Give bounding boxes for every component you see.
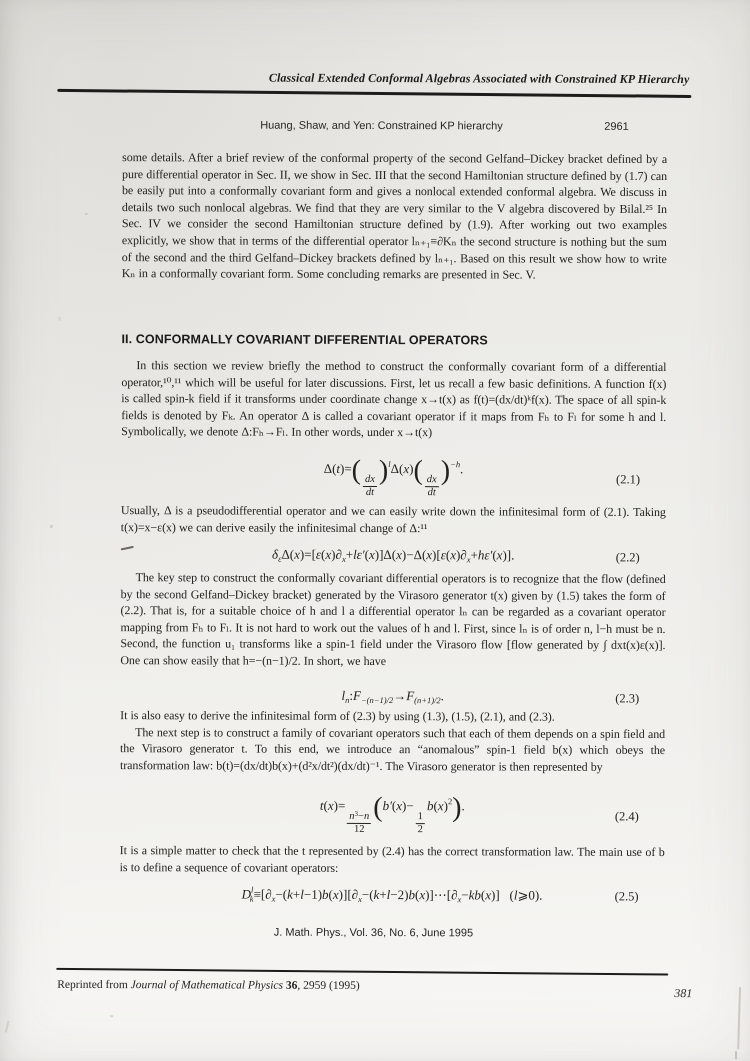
equation-body: Δ(t)=( $\frac{dx}{dt}$ )$^l$Δ(x)( $\frac{dx}{dt}$ )$^{-h}$. (323, 454, 464, 499)
paragraph-usually (121, 502, 666, 537)
header-rule (57, 89, 691, 98)
reprint-suffix: , 2959 (1995) (297, 979, 360, 992)
paragraph-text: some details. After a brief review of the conformal property of the second Gelfand–Dickey bracket defined by a pure differential operator in Sec. II, we show in Sec. III that the second Hamiltonian structure defined by (1.7) can be easily put into a conformally covariant form and gives a nonlocal extended conformal algebra. We discuss in details two such nonlocal algebras. We find that they are very similar to the V algebra discovered by Bilal.²⁵ In Sec. IV we consider the second Hamiltonian structure defined by (1.9). After working out two examples explicitly, we show that in terms of the differential operator lₙ₊₁≡∂Kₙ the second structure is nothing but the sum of the second and the third Gelfand–Dickey brackets defined by lₙ₊₁. Based on this result we show how to write Kₙ in a conformally covariant form. Some concluding remarks are presented in Sec. V. (121, 150, 668, 282)
footer-rule (56, 968, 668, 976)
reprint-prefix: Reprinted from (57, 978, 131, 992)
paragraph-text: The key step to construct the conformally covariant differential operators is to recognize that the flow (defined by the second Gelfand–Dickey bracket) generated by the Virasoro generator t(x) given by (1.5) takes the form of (2.2). That is, for a suitable choice of h and l a differential operator lₙ can be regarded as a covariant operator mapping from Fₕ to Fₗ. It is not hard to work out the values of h and l. First, since lₙ is of order n, l−h must be n. Second, the function u₁ transforms like a spin-1 field under the Virasoro flow [flow generated by ∫ dxt(x)ε(x)]. One can show easily that h=−(n−1)/2. In short, we have (120, 570, 666, 669)
paragraph-text: It is also easy to derive the infinitesimal form of (2.3) by using (1.3), (1.5), (2.1), and (2.3). (120, 708, 555, 724)
paragraph-text: It is a simple matter to check that the t represented by (2.4) has the correct transformation law. The main use of b is to define a sequence of covariant operators: (119, 843, 665, 875)
paragraph-text: In this section we review briefly the method to construct the conformally covariant form of a differential operator,¹⁰,¹¹ which will be useful for later discussions. First, let us recall a few basic definitions. A function f(x) is called spin-k field if it transforms under coordinate change x→t(x) as f(t)=(dx/dt)ᵏf(x). The space of all spin-k fields is denoted by Fₖ. An operator Δ is called a covariant operator if it maps from Fₕ to Fₗ for some h and l. Symbolically, we denote Δ:Fₕ→Fₗ. In other words, under x→t(x) (121, 358, 667, 440)
reprint-line (57, 979, 360, 992)
journal-page-number: 2961 (604, 120, 629, 133)
scan-artifact (737, 987, 741, 1049)
reprint-journal-title: Journal of Mathematical Physics (130, 979, 286, 992)
section-heading: II. CONFORMALLY COVARIANT DIFFERENTIAL OPERATORS (121, 332, 488, 348)
scan-artifact (110, 1015, 113, 1017)
equation-body: t(x)= $\frac{n^3-n}{12}$ (b′(x)− $\frac{1}{2}$ $b(x)^2$). (319, 791, 465, 836)
equation-number: (2.5) (614, 889, 639, 904)
byline: Huang, Shaw, and Yen: Constrained KP hierarchy (260, 119, 503, 133)
reprint-page-number: 381 (674, 986, 693, 1001)
footer-journal-line: J. Math. Phys., Vol. 36, No. 6, June 1995 (273, 926, 474, 940)
equation-2-2 (121, 546, 666, 568)
paragraph-key-step (120, 569, 665, 670)
scan-artifact (735, 1051, 737, 1059)
paragraph-definitions (121, 357, 666, 442)
equation-body: $D^l_k\equiv[\partial_x-(k+l-1)b(x)][\partial_x-(k+l-2)b(x)]\cdots[\partial_x-kb(x)]$ (l⩾0). (241, 884, 543, 905)
scan-artifact (50, 525, 53, 528)
equation-body: $l_n:F_{-(n-1)/2}\to F_{(n+1)/2}$. (341, 687, 444, 706)
equation-2-1 (121, 455, 666, 503)
equation-number: (2.3) (615, 691, 640, 706)
paragraph-simple-matter (120, 842, 665, 877)
equation-2-3 (120, 687, 665, 709)
paragraph-text: The next step is to construct a family of covariant operators such that each of them depends on a spin field and the Virasoro generator t. To this end, we introduce an “anomalous” spin-1 field b(x) which obeys the transformation law: b(t)=(dx/dt)b(x)+(d²x/dt²)(dx/dt)⁻¹. The Virasoro generator is then represented by (119, 724, 666, 774)
scan-artifact (59, 317, 61, 321)
equation-number: (2.2) (615, 550, 640, 565)
equation-2-5 (120, 884, 665, 908)
paragraph-intro (122, 149, 667, 284)
paragraph-next-step (120, 707, 665, 775)
equation-number: (2.4) (614, 809, 639, 824)
equation-number: (2.1) (616, 472, 641, 487)
running-title: Classical Extended Conformal Algebras Associated with Constrained KP Hierarchy (268, 70, 690, 87)
paragraph-text: Usually, Δ is a pseudodifferential operator and we can easily write down the infinitesimal form of (2.1). Taking t(x)=x−ε(x) we can derive easily the infinitesimal change of Δ:¹¹ (120, 503, 666, 535)
reprint-volume: 36 (285, 979, 298, 992)
section-heading-block (121, 332, 666, 348)
scan-artifact (85, 213, 88, 215)
equation-body: $\delta_\varepsilon\Delta(x)=[\varepsilon(x)\partial_x+l\varepsilon'(x)]\Delta(x)-\Delta(x)[\varepsilon(x)\partial_x+h\varepsilon'(x)]$. (272, 546, 515, 565)
scan-artifact (5, 1021, 9, 1033)
equation-2-4 (120, 792, 665, 840)
